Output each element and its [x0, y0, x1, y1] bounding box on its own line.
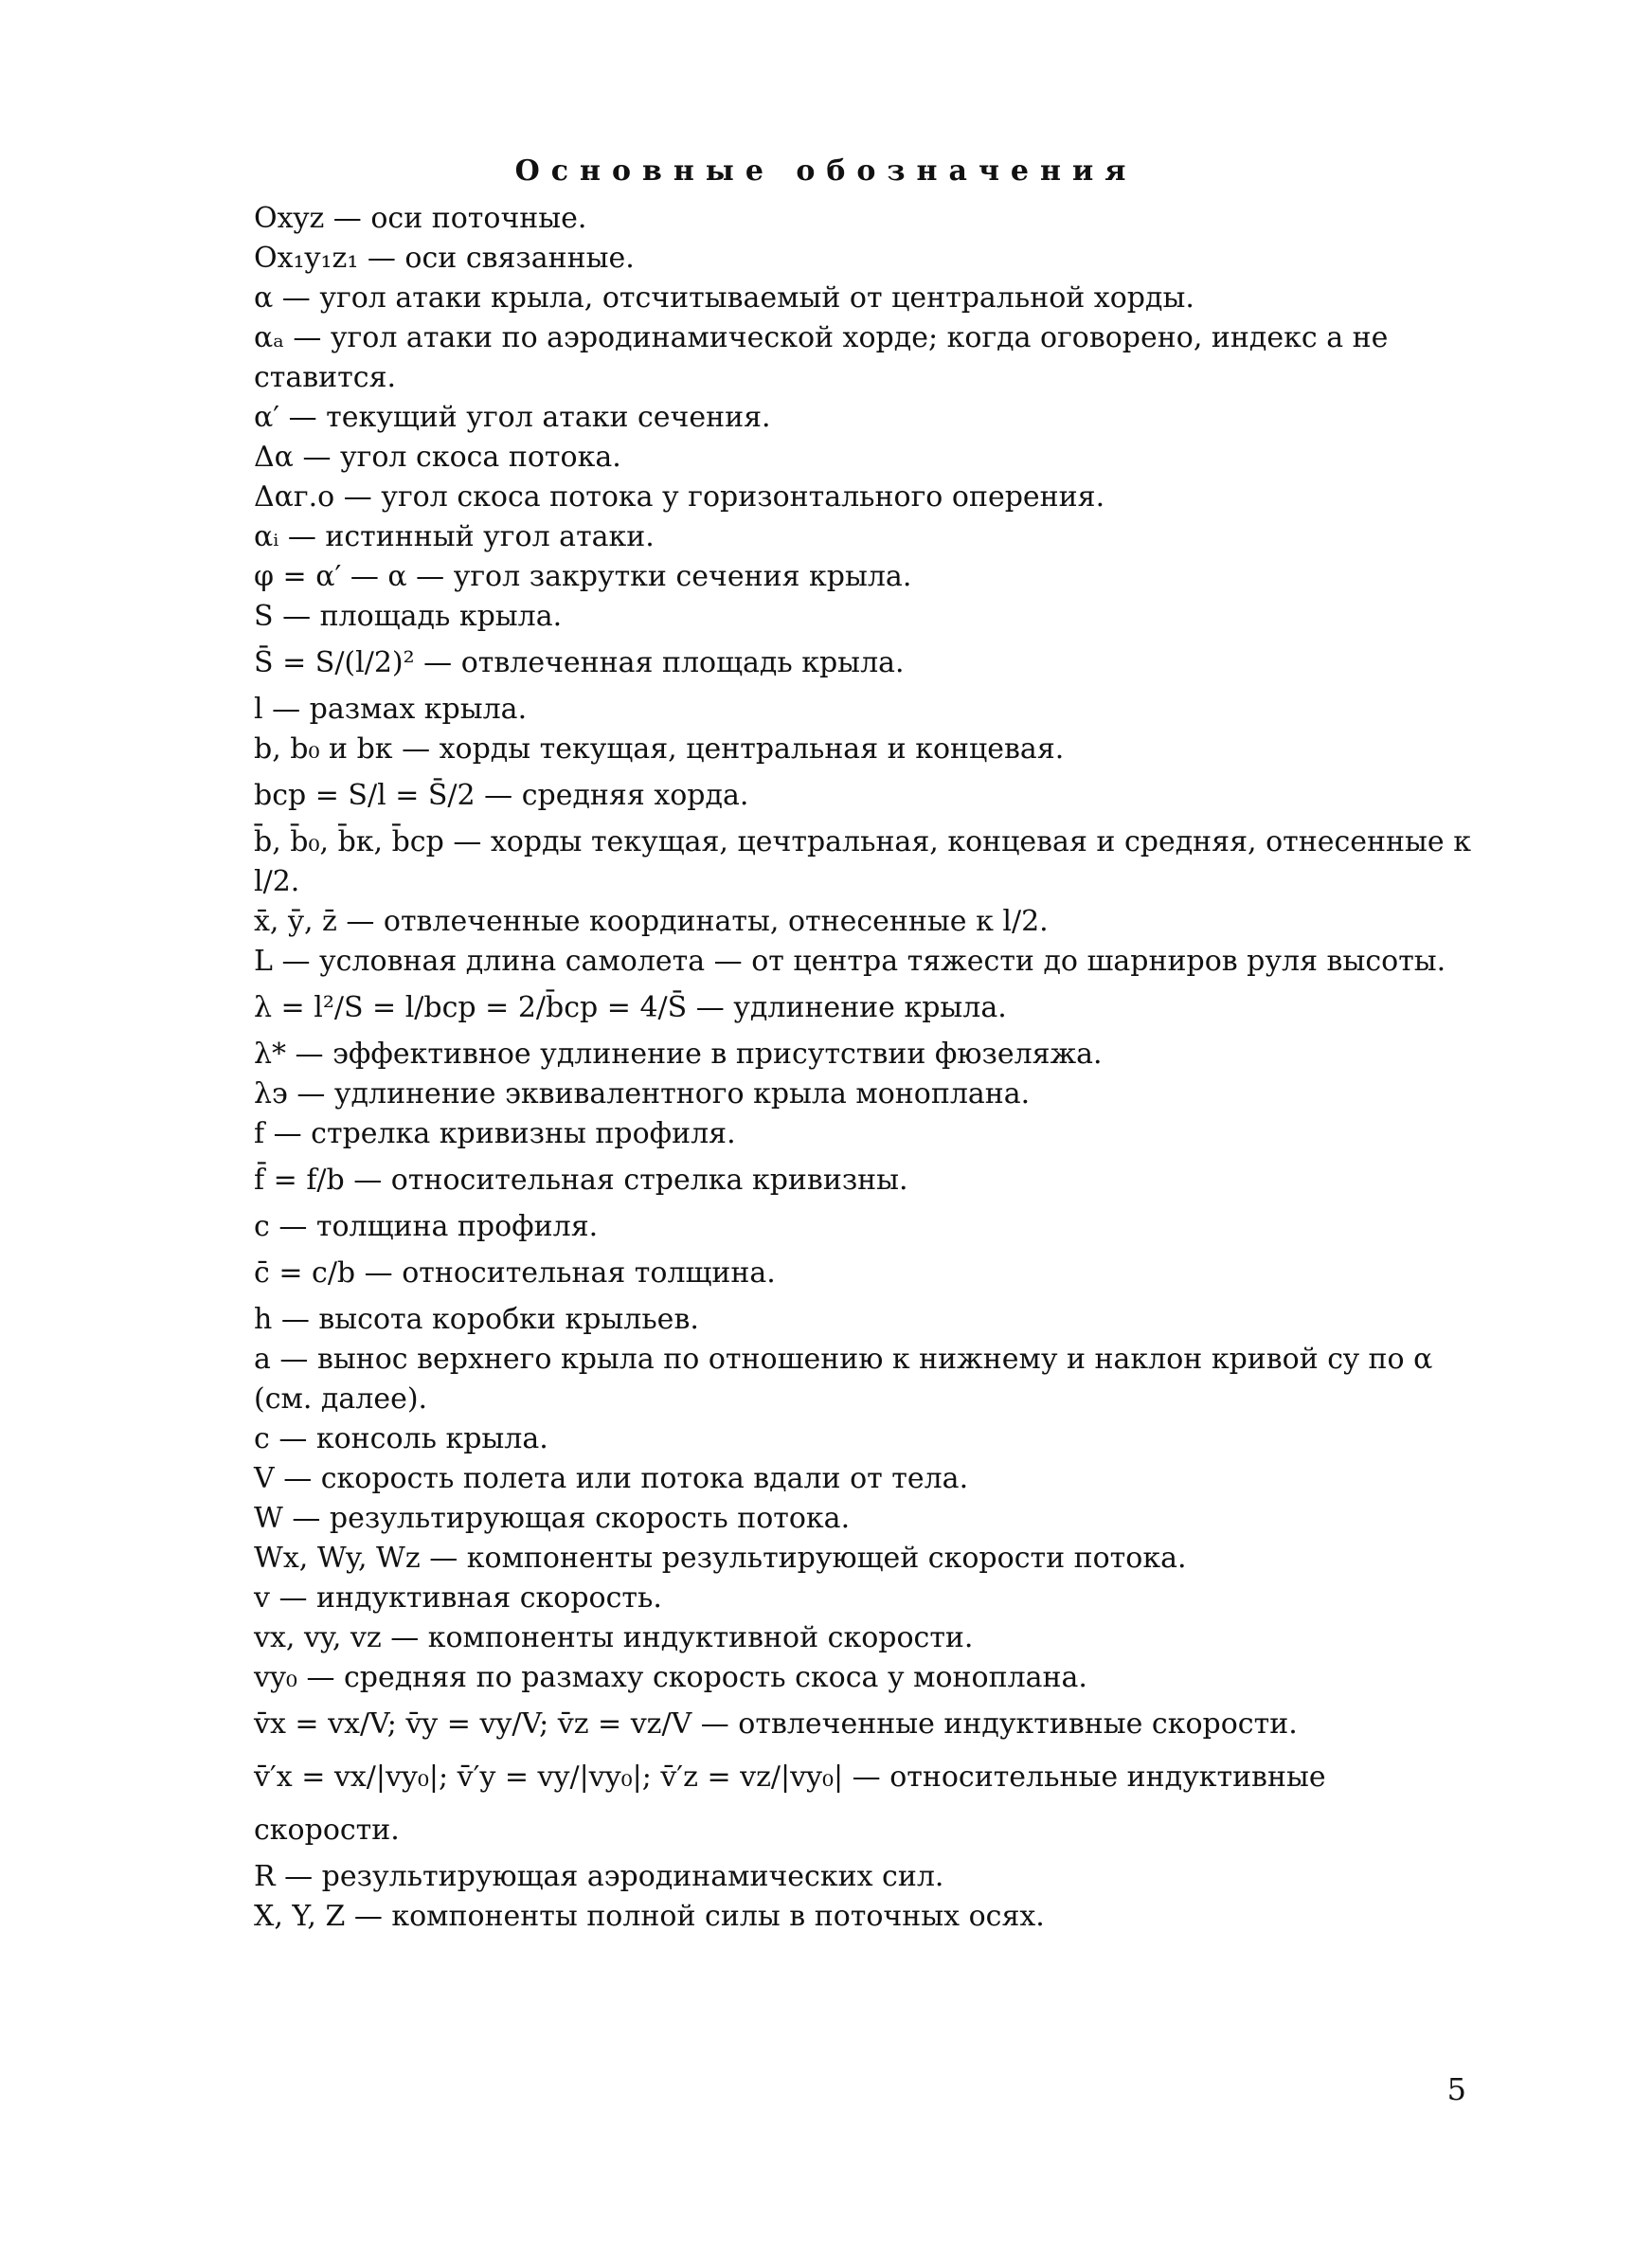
notation-entry: φ = α′ — α — угол закрутки сечения крыла. — [254, 560, 912, 593]
notation-entry: Wx, Wy, Wz — компоненты результирующей скорости потока. — [254, 1542, 1187, 1575]
notation-entry: vy₀ — средняя по размаху скорость скоса у моноплана. — [254, 1661, 1087, 1694]
notation-entry: L — условная длина самолета — от центра тяжести до шарниров руля высоты. — [254, 945, 1446, 978]
notation-list — [254, 199, 1476, 1937]
notation-entry: λ* — эффективное удлинение в присутствии фюзеляжа. — [254, 1038, 1103, 1071]
notation-entry: f̄ = f/b — относительная стрелка кривизны. — [254, 1164, 908, 1197]
notation-entry: vx, vy, vz — компоненты индуктивной скорости. — [254, 1621, 974, 1654]
notation-entry: X, Y, Z — компоненты полной силы в поточных осях. — [254, 1900, 1045, 1933]
notation-entry: v̄′x = vx/|vy₀|; v̄′y = vy/|vy₀|; v̄′z = vz/|vy₀| — относительные индуктивные скорости. — [254, 1760, 1326, 1847]
page-title: Основные обозначения — [514, 154, 1138, 188]
notation-entry: c — толщина профиля. — [254, 1210, 599, 1243]
notation-entry: Ox₁y₁z₁ — оси связанные. — [254, 242, 635, 275]
notation-entry: S — площадь крыла. — [254, 600, 563, 633]
notation-entry: b, b₀ и bк — хорды текущая, центральная и концевая. — [254, 732, 1065, 766]
notation-entry: α′ — текущий угол атаки сечения. — [254, 401, 771, 434]
notation-entry: λ = l²/S = l/bср = 2/b̄ср = 4/S̄ — удлинение крыла. — [254, 991, 1007, 1024]
notation-entry: αₐ — угол атаки по аэродинамической хорде; когда оговорено, индекс a не ставится. — [254, 321, 1389, 394]
notation-entry: α — угол атаки крыла, отсчитываемый от центральной хорды. — [254, 281, 1194, 315]
notation-entry: R — результирующая аэродинамических сил. — [254, 1860, 944, 1893]
notation-entry: c — консоль крыла. — [254, 1422, 548, 1455]
notation-entry: h — высота коробки крыльев. — [254, 1303, 699, 1336]
notation-entry: αᵢ — истинный угол атаки. — [254, 520, 655, 553]
notation-entry: Δαг.о — угол скоса потока у горизонтального оперения. — [254, 480, 1105, 514]
notation-entry: a — вынос верхнего крыла по отношению к нижнему и наклон кривой cy по α (см. далее). — [254, 1343, 1433, 1416]
page-number: 5 — [1446, 2071, 1466, 2107]
notation-entry: v — индуктивная скорость. — [254, 1581, 662, 1615]
notation-entry: b̄, b̄₀, b̄к, b̄ср — хорды текущая, цечтральная, концевая и средняя, отнесенные к l/2. — [254, 825, 1471, 898]
notation-entry: W — результирующая скорость потока. — [254, 1502, 851, 1535]
notation-entry: Δα — угол скоса потока. — [254, 441, 621, 474]
notation-entry: Oxyz — оси поточные. — [254, 202, 587, 235]
notation-entry: f — стрелка кривизны профиля. — [254, 1117, 736, 1150]
notation-entry: x̄, ȳ, z̄ — отвлеченные координаты, отнесенные к l/2. — [254, 905, 1049, 938]
notation-entry: λэ — удлинение эквивалентного крыла моноплана. — [254, 1077, 1031, 1110]
notation-entry: v̄x = vx/V; v̄y = vy/V; v̄z = vz/V — отвлеченные индуктивные скорости. — [254, 1707, 1298, 1741]
notation-entry: c̄ = c/b — относительная толщина. — [254, 1256, 776, 1290]
notation-entry: V — скорость полета или потока вдали от тела. — [254, 1462, 969, 1495]
notation-entry: S̄ = S/(l/2)² — отвлеченная площадь крыла. — [254, 646, 905, 679]
notation-entry: bср = S/l = S̄/2 — средняя хорда. — [254, 779, 749, 812]
notation-entry: l — размах крыла. — [254, 693, 528, 726]
